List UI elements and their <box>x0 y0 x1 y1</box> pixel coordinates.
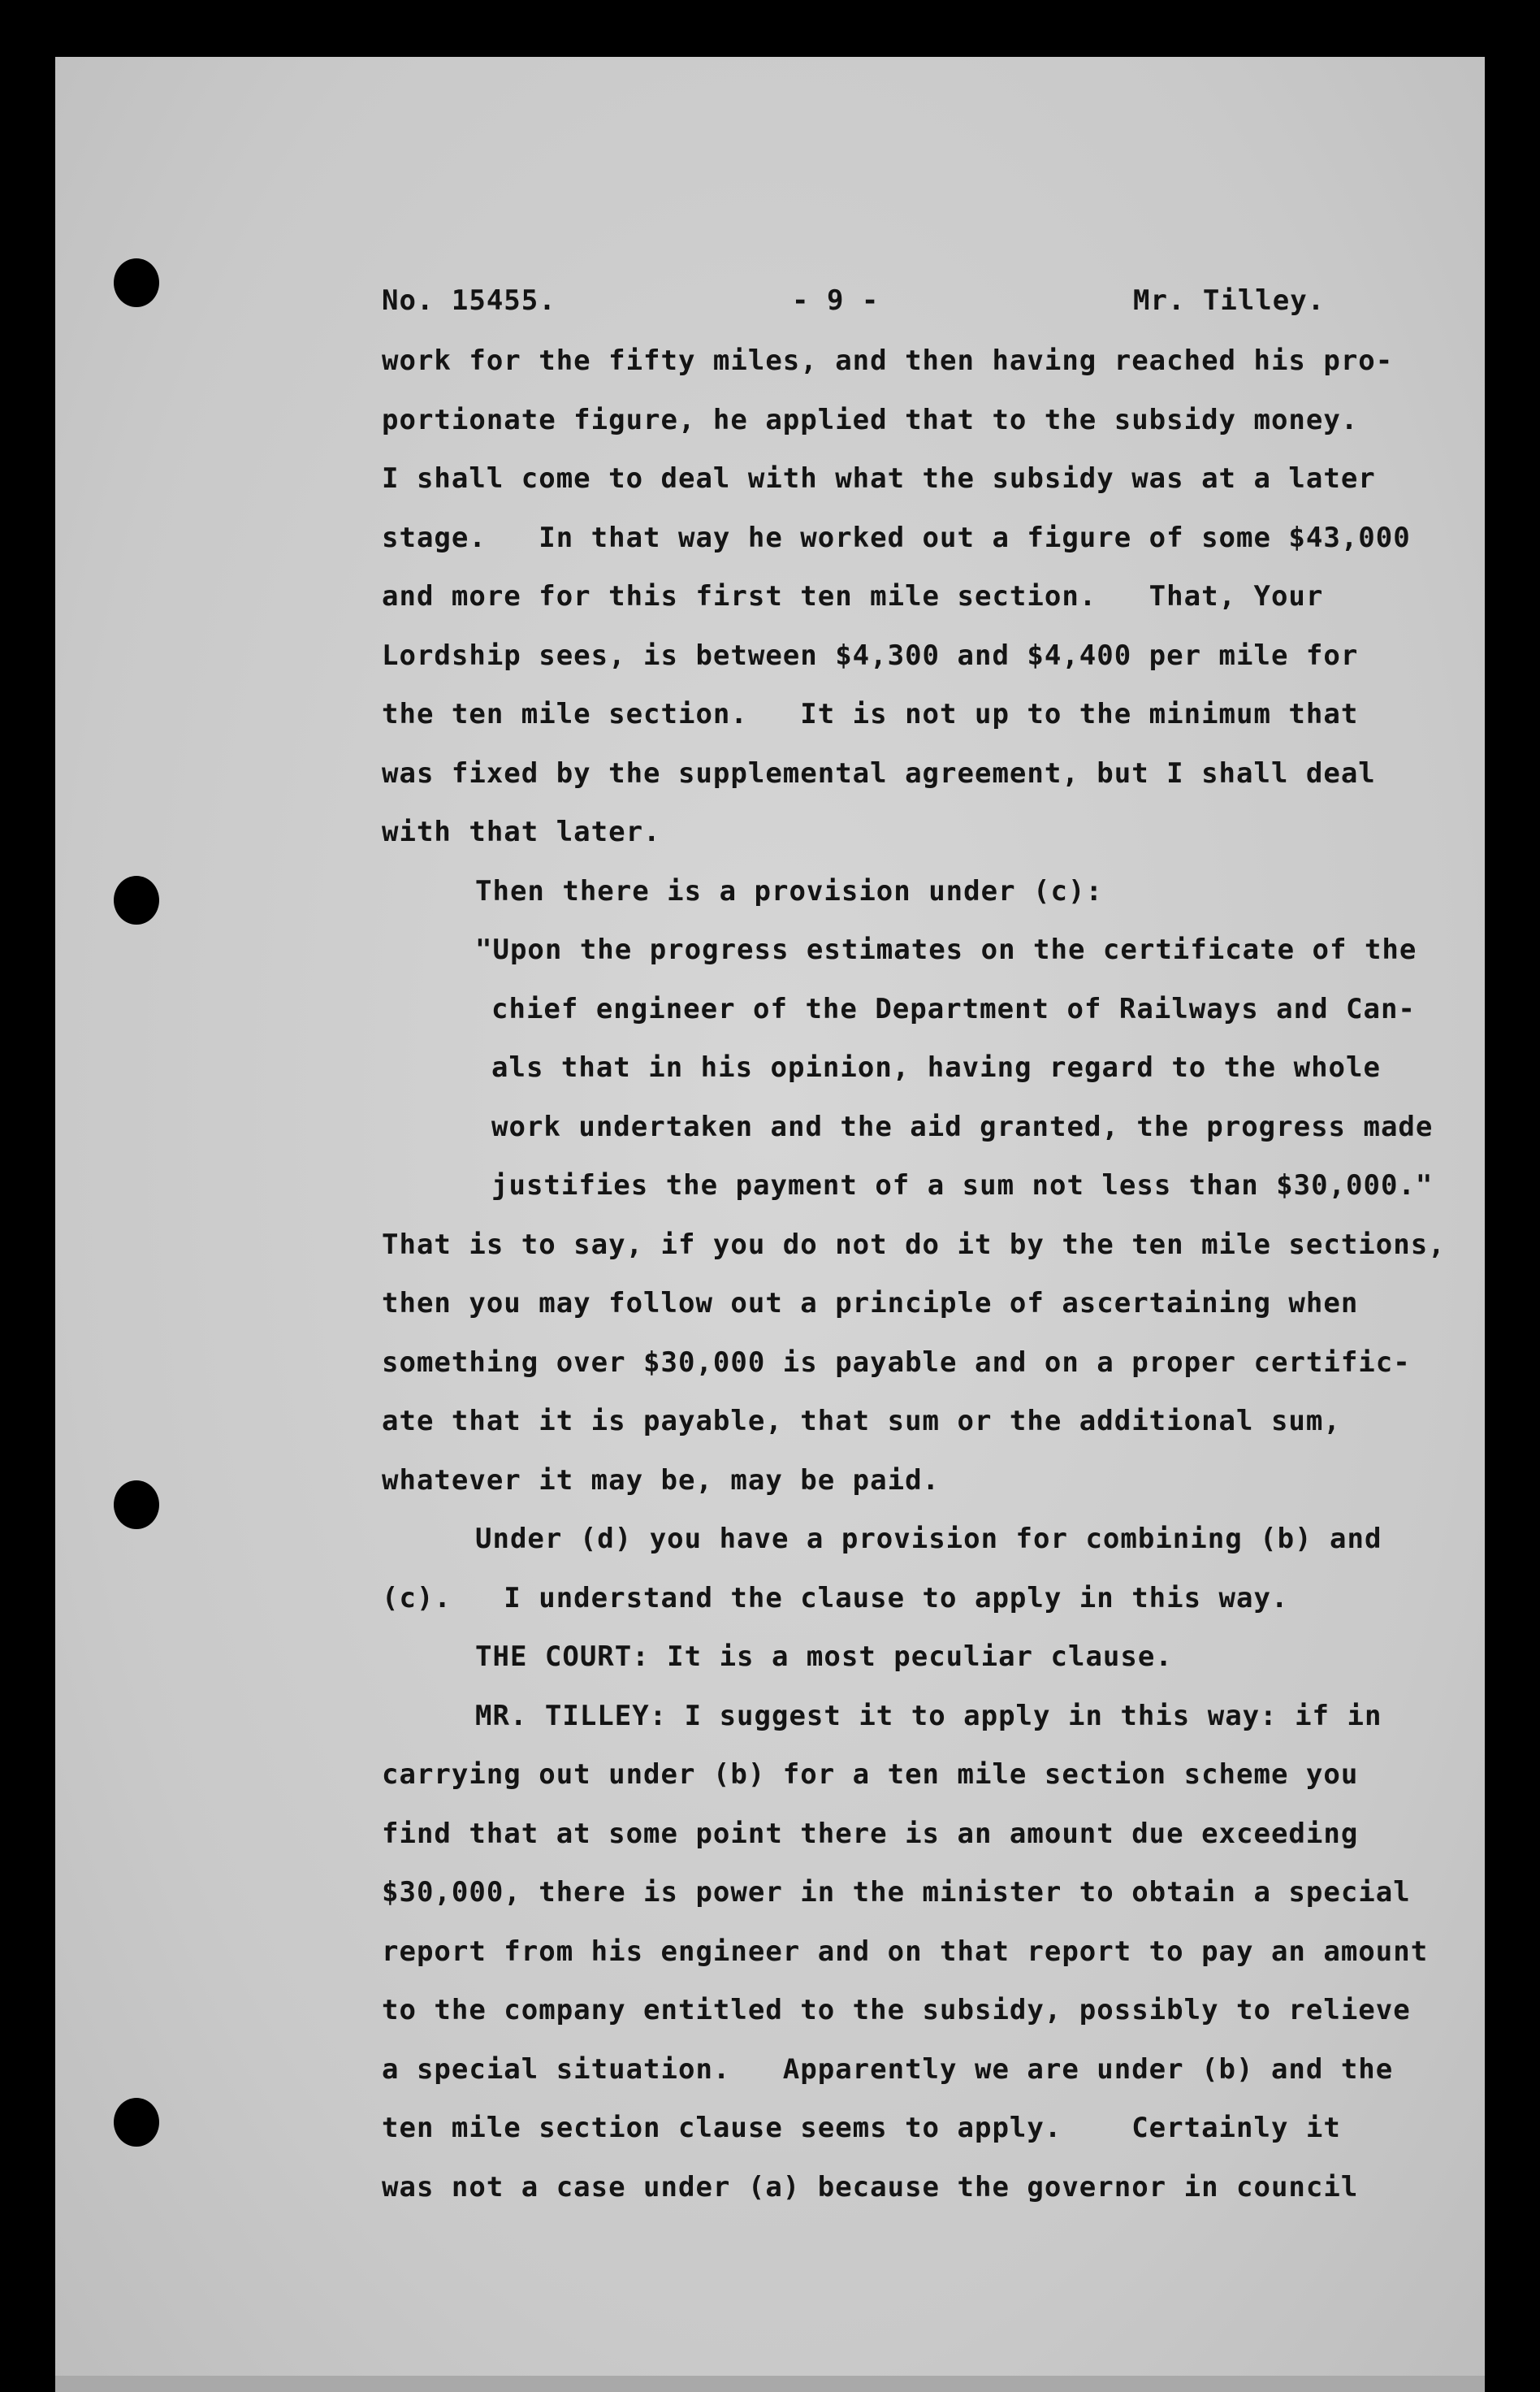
body-line: portionate figure, he applied that to the subsidy money. <box>382 404 1359 436</box>
body-line: and more for this first ten mile section. That, Your <box>382 580 1324 613</box>
punch-hole-1 <box>114 258 159 307</box>
punch-hole-3 <box>114 1480 159 1529</box>
body-line: ten mile section clause seems to apply. Certainly it <box>382 2112 1341 2144</box>
body-line: justifies the payment of a sum not less than $30,000." <box>491 1169 1434 1202</box>
body-line: $30,000, there is power in the minister to obtain a special <box>382 1876 1411 1909</box>
punch-hole-4 <box>114 2098 159 2147</box>
body-line: als that in his opinion, having regard to the whole <box>491 1051 1381 1084</box>
body-line: ate that it is payable, that sum or the additional sum, <box>382 1405 1341 1437</box>
body-line: stage. In that way he worked out a figure of some $43,000 <box>382 522 1411 554</box>
page-number: - 9 - <box>792 284 880 317</box>
body-line: Under (d) you have a provision for combining (b) and <box>475 1523 1382 1555</box>
body-line: I shall come to deal with what the subsidy was at a later <box>382 462 1376 495</box>
page-bottom-edge <box>55 2376 1485 2392</box>
speaker-name: Mr. Tilley. <box>1133 284 1326 317</box>
body-line: find that at some point there is an amount due exceeding <box>382 1818 1359 1850</box>
body-line: was fixed by the supplemental agreement, but I shall deal <box>382 757 1376 790</box>
body-line: (c). I understand the clause to apply in this way. <box>382 1582 1289 1614</box>
body-line: Lordship sees, is between $4,300 and $4,400 per mile for <box>382 639 1359 672</box>
body-line: Then there is a provision under (c): <box>475 875 1103 908</box>
body-line: a special situation. Apparently we are under (b) and the <box>382 2053 1394 2086</box>
body-line: with that later. <box>382 816 661 848</box>
body-line: carrying out under (b) for a ten mile section scheme you <box>382 1758 1359 1791</box>
body-line: whatever it may be, may be paid. <box>382 1464 941 1497</box>
body-line: to the company entitled to the subsidy, possibly to relieve <box>382 1994 1411 2026</box>
body-line: "Upon the progress estimates on the certificate of the <box>475 934 1417 966</box>
body-line: That is to say, if you do not do it by the ten mile sections, <box>382 1228 1446 1261</box>
body-line: chief engineer of the Department of Railways and Can- <box>491 993 1416 1025</box>
body-line: report from his engineer and on that report to pay an amount <box>382 1935 1429 1968</box>
punch-hole-2 <box>114 876 159 925</box>
body-line: was not a case under (a) because the governor in council <box>382 2171 1359 2204</box>
file-number: No. 15455. <box>382 284 556 317</box>
body-line: work for the fifty miles, and then having reached his pro- <box>382 344 1394 377</box>
body-line: work undertaken and the aid granted, the progress made <box>491 1111 1434 1143</box>
body-line: THE COURT: It is a most peculiar clause. <box>475 1640 1173 1673</box>
body-line: MR. TILLEY: I suggest it to apply in this way: if in <box>475 1700 1382 1732</box>
body-line: the ten mile section. It is not up to the minimum that <box>382 698 1359 730</box>
body-line: then you may follow out a principle of ascertaining when <box>382 1287 1359 1320</box>
body-line: something over $30,000 is payable and on a proper certific- <box>382 1346 1411 1379</box>
